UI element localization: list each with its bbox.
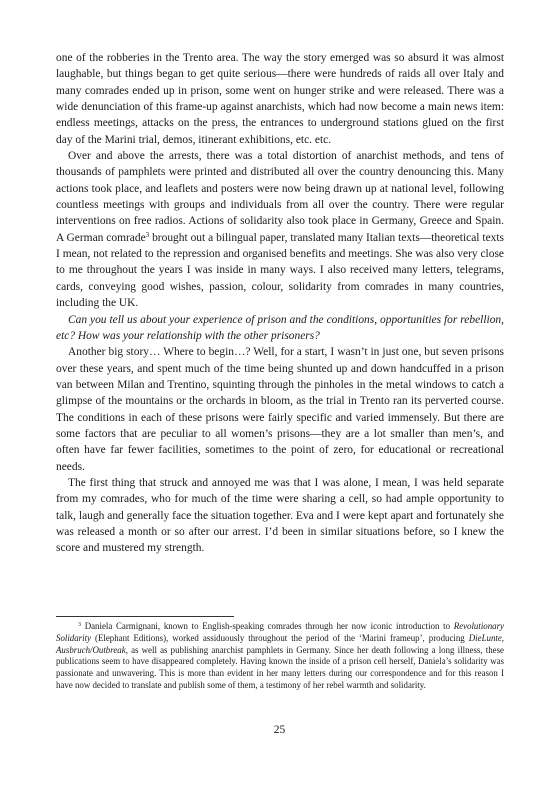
paragraph-robberies: one of the robberies in the Trento area. The way the story emerged was so absurd it was almost laughable, but things began to get quite serious—there were hundreds of raids all over Italy and many comrades ended up in prison, some went on hunger strike and were released. There was a wide denunciation of this frame-up against anarchists, which had now become a main news item: endless meetings, attacks on the press, the entrances to underground stations glued on the first day of the Marini trial, demos, itinerant exhibitions, etc. etc. [56, 52, 504, 146]
footnote-text-a: Daniela Carmignani, known to English-speaking comrades through her now iconic introduction to [81, 621, 454, 631]
interview-question: Can you tell us about your experience of prison and the conditions, opportunities for rebellion, etc? How was your relationship with the other prisoners? [56, 313, 504, 342]
footnote-title-revolutionary-solidarity: Revolutionary Solidarity [56, 621, 504, 643]
footnote-reference: 3 [145, 230, 150, 239]
paragraph-prisons: Another big story… Where to begin…? Well, for a start, I wasn’t in just one, but seven prisons over these years, and spent much of the time being shunted up and down handcuffed in a prison van between Milan and Trentino, squinting through the pinholes in the metal windows to catch a glimpse of the mountains or the orchards in bloom, as the trial in Trento ran its perverted course. The conditions in each of these prisons were fairly specific and varied immensely. But there are some factors that are peculiar to all women’s prisons—they are a lot smaller than men’s, and often have far fewer facilities, sometimes to the point of zero, for educational or recreational needs. [56, 346, 504, 473]
page-number: 25 [273, 724, 286, 736]
footnote-number: 3 [78, 622, 81, 628]
paragraph-distortion-text-a: Over and above the arrests, there was a total distortion of anarchist methods, and tens of thousands of pamphlets were printed and distributed all over the country denouncing this. Many actions took place, and leaflets and posters were now being drawn up at national level, following countless meetings with groups and individuals from all over the country. There were regular interventions on free radios. Actions of solidarity also took place in Germany, Greece and Spain. A German comrade [56, 150, 504, 244]
footnote-title-dielunte: DieLunte, Ausbruch/Outbreak [56, 632, 504, 655]
paragraph-alone: The first thing that struck and annoyed me was that I was alone, I mean, I was held separate from my comrades, who for much of the time were sharing a cell, so had ample opportunity to talk, laugh and generally face the situation together. Eva and I were kept apart and fortunately she was released a month or so after our arrest. I’d been in similar situations before, so I knew the score and mustered my strength. [56, 476, 504, 555]
paragraph-distortion-text-b: brought out a bilingual paper, translated many Italian texts—theoretical texts I mean, not related to the repression and organised benefits and meetings. She was also very close to me throughout the years I was inside in many ways. I also received many letters, telegrams, cards, conveying good wishes, passion, colour, solidarity from comrades in many countries, including the UK. [56, 231, 504, 310]
footnote-text-c: , as well as publishing anarchist pamphlets in Germany. Since her death following a long illness, these publications seem to have disappeared completely. Having known the inside of a prison cell herself, Daniela’s solidarity was passionate and unwavering. This is more than evident in her many letters during our correspondence and for this reason I have now decided to translate and publish some of them, a testimony of her rebel warmth and solidarity. [56, 644, 504, 690]
paragraph-distortion [56, 148, 504, 311]
footnote-divider [56, 616, 234, 617]
footnote-text-b: (Elephant Editions), worked assiduously throughout the period of the ‘Marini frameup’, producing [91, 632, 469, 643]
page-body [56, 50, 504, 557]
footnote [56, 621, 504, 692]
